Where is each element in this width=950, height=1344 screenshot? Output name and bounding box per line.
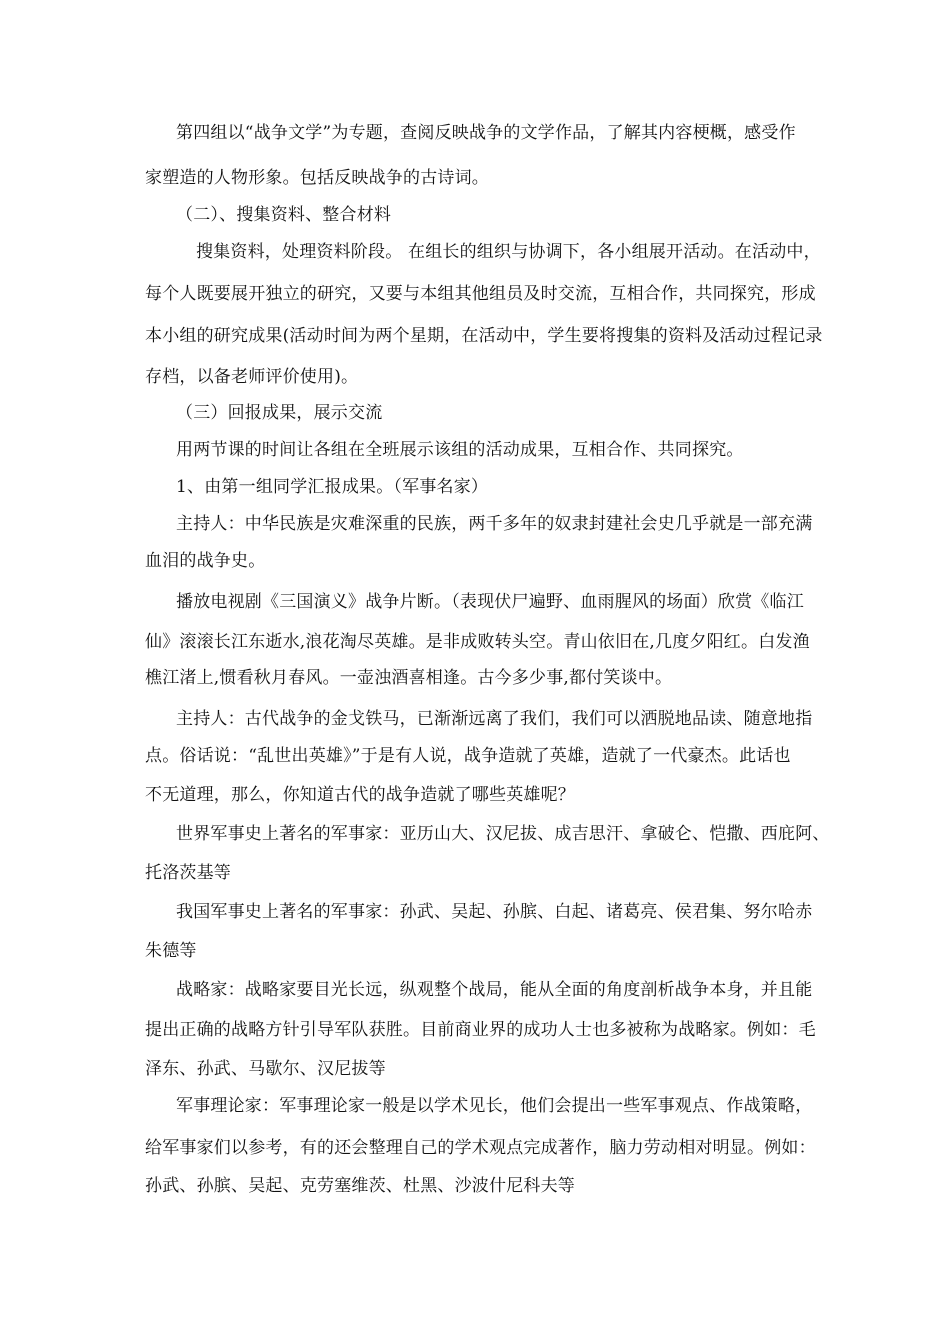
text-line: 用两节课的时间让各组在全班展示该组的活动成果，互相合作、共同探究。 — [176, 440, 744, 460]
text-line: 托洛茨基等 — [145, 863, 231, 883]
text-line: 搜集资料，处理资料阶段。 在组长的组织与协调下，各小组展开活动。在活动中， — [196, 242, 821, 262]
section-heading: （三）回报成果，展示交流 — [176, 403, 383, 423]
text-line: 泽东、孙武、马歇尔、汉尼拔等 — [145, 1059, 386, 1079]
text-line: 仙》滚滚长江东逝水,浪花淘尽英雄。是非成败转头空。青山依旧在,几度夕阳红。白发渔 — [145, 632, 810, 652]
text-line: 朱德等 — [145, 941, 197, 961]
text-line: 每个人既要展开独立的研究，又要与本组其他组员及时交流，互相合作，共同探究，形成 — [145, 284, 816, 304]
text-line: 本小组的研究成果(活动时间为两个星期，在活动中，学生要将搜集的资料及活动过程记录 — [145, 326, 823, 346]
text-line: 军事理论家：军事理论家一般是以学术见长，他们会提出一些军事观点、作战策略， — [176, 1096, 813, 1116]
text-line: 樵江渚上,惯看秋月春风。一壶浊酒喜相逢。古今多少事,都付笑谈中。 — [145, 668, 673, 688]
text-line: 第四组以“战争文学”为专题，查阅反映战争的文学作品，了解其内容梗概，感受作 — [176, 123, 796, 143]
text-line: 战略家：战略家要目光长远，纵观整个战局，能从全面的角度剖析战争本身，并且能 — [176, 980, 813, 1000]
text-line: 世界军事史上著名的军事家：亚历山大、汉尼拔、成吉思汗、拿破仑、恺撒、西庇阿、 — [176, 824, 830, 844]
text-line: 我国军事史上著名的军事家：孙武、吴起、孙膑、白起、诸葛亮、侯君集、努尔哈赤 — [176, 902, 813, 922]
text-line: 主持人：中华民族是灾难深重的民族，两千多年的奴隶封建社会史几乎就是一部充满 — [176, 514, 813, 534]
text-line: 给军事家们以参考，有的还会整理自己的学术观点完成著作，脑力劳动相对明显。例如： — [145, 1138, 816, 1158]
text-line: 不无道理，那么，你知道古代的战争造就了哪些英雄呢？ — [145, 785, 575, 805]
text-line: 主持人：古代战争的金戈铁马，已渐渐远离了我们，我们可以洒脱地品读、随意地指 — [176, 709, 813, 729]
text-line: 血泪的战争史。 — [145, 551, 266, 571]
section-heading: （二）、搜集资料、整合材料 — [176, 205, 392, 225]
text-line: 点。俗话说：“乱世出英雄》”于是有人说，战争造就了英雄，造就了一代豪杰。此话也 — [145, 746, 791, 766]
text-line: 孙武、孙膑、吴起、克劳塞维茨、杜黑、沙波什尼科夫等 — [145, 1176, 575, 1196]
text-line: 1、由第一组同学汇报成果。（军事名家） — [176, 477, 489, 497]
text-line: 播放电视剧《三国演义》战争片断。（表现伏尸遍野、血雨腥风的场面）欣赏《临江 — [176, 592, 804, 612]
text-line: 家塑造的人物形象。包括反映战争的古诗词。 — [145, 168, 489, 188]
text-line: 存档，以备老师评价使用)。 — [145, 367, 359, 387]
text-line: 提出正确的战略方针引导军队获胜。目前商业界的成功人士也多被称为战略家。例如：毛 — [145, 1020, 816, 1040]
